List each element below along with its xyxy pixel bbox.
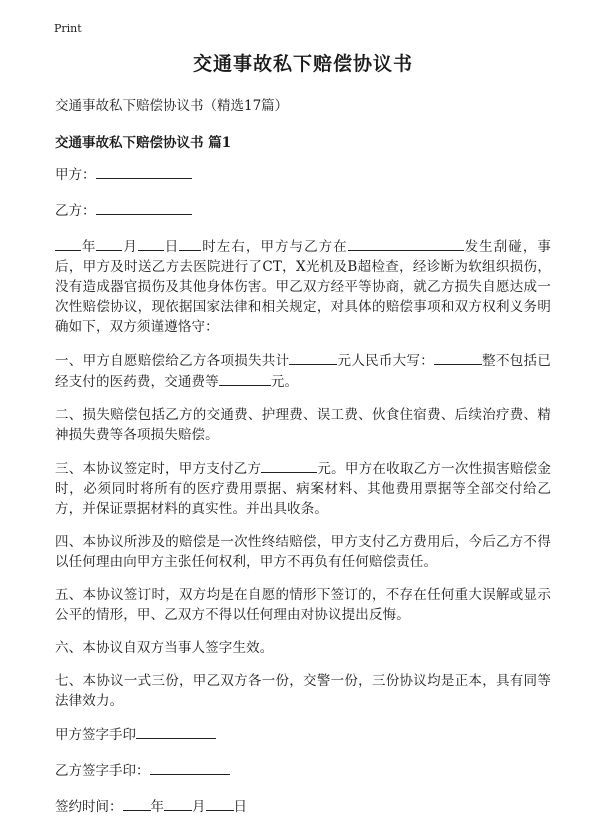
intro-month: 月 <box>122 239 138 255</box>
clause-1-text-4: 元。 <box>270 374 299 390</box>
section-heading: 交通事故私下赔偿协议书 篇1 <box>55 135 232 151</box>
amount-words-blank <box>434 350 482 365</box>
clause-3 <box>55 458 551 519</box>
party-a-line <box>55 164 551 185</box>
clause-1-text-1: 一、甲方自愿赔偿给乙方各项损失共计 <box>55 353 290 369</box>
date-year-blank <box>123 796 151 811</box>
clause-1 <box>55 350 551 392</box>
sign-b-label: 乙方签字手印： <box>55 763 150 779</box>
date-month: 月 <box>192 799 206 815</box>
clause-3-text-1: 三、本协议签定时，甲方支付乙方 <box>55 461 262 477</box>
clause-6: 六、本协议自双方当事人签字生效。 <box>55 640 274 656</box>
amount-blank <box>289 350 337 365</box>
location-blank <box>348 236 464 251</box>
sign-a-line <box>55 724 551 745</box>
payment-blank <box>261 458 317 473</box>
sign-b-line <box>55 760 551 781</box>
clause-5: 五、本协议签订时，双方均是在自愿的情形下签订的，不存在任何重大误解或显示公平的情形，甲、乙双方不得以任何理由对协议提出反悔。 <box>55 587 551 623</box>
clause-1-text-2: 元人民币大写： <box>337 353 435 369</box>
clause-1-text-3: 整不包括已经支付的医药费，交通费等 <box>55 353 551 390</box>
party-a-label: 甲方： <box>55 167 96 183</box>
date-line <box>55 796 551 817</box>
date-label: 签约时间： <box>55 799 123 815</box>
year-blank <box>55 236 81 251</box>
print-link[interactable]: Print <box>54 22 82 35</box>
clause-4: 四、本协议所涉及的赔偿是一次性终结赔偿，甲方支付乙方费用后，今后乙方不得以任何理由向甲方主张任何权利，甲方不再负有任何赔偿责任。 <box>55 534 551 570</box>
intro-year: 年 <box>81 239 97 255</box>
clause-3-text-2: 元。甲方在收取乙方一次性损害赔偿金时，必须同时将所有的医疗费用票据、病案材料、其他费用票据等全部交付给乙方，并保证票据材料的真实性。并出具收条。 <box>55 461 551 517</box>
document-title: 交通事故私下赔偿协议书 <box>192 53 413 75</box>
clause-2: 二、损失赔偿包括乙方的交通费、护理费、误工费、伙食住宿费、后续治疗费、精神损失费等各项损失赔偿。 <box>55 407 551 443</box>
document-body <box>55 50 551 832</box>
intro-text-2: 发生刮碰，事后，甲方及时送乙方去医院进行了CT，X光机及B超检查，经诊断为软组织损伤，没有造成器官损伤及其他身体伤害。甲乙双方经平等协商，就乙方损失自愿达成一次性赔偿协议，现依据国家法律和相关规定，对具体的赔偿事项和双方权利义务明确如下，双方须谨遵恪守： <box>55 239 552 335</box>
intro-text-1: 时左右，甲方与乙方在 <box>201 239 348 255</box>
date-day: 日 <box>233 799 247 815</box>
clause-7: 七、本协议一式三份，甲乙双方各一份，交警一份，三份协议均是正本，具有同等法律效力。 <box>55 673 551 709</box>
hour-blank <box>179 236 201 251</box>
date-year: 年 <box>150 799 164 815</box>
intro-paragraph <box>55 236 551 337</box>
intro-day: 日 <box>163 239 180 255</box>
sign-a-blank <box>136 724 216 739</box>
date-day-blank <box>206 796 234 811</box>
sign-a-label: 甲方签字手印 <box>55 727 136 743</box>
day-blank <box>138 236 164 251</box>
document-subtitle: 交通事故私下赔偿协议书（精选17篇） <box>55 98 289 114</box>
sign-b-blank <box>150 760 230 775</box>
party-b-line <box>55 200 551 221</box>
month-blank <box>96 236 122 251</box>
party-a-blank <box>96 164 192 179</box>
date-month-blank <box>164 796 192 811</box>
paid-amount-blank <box>219 371 271 386</box>
party-b-label: 乙方： <box>55 203 96 219</box>
party-b-blank <box>96 200 192 215</box>
